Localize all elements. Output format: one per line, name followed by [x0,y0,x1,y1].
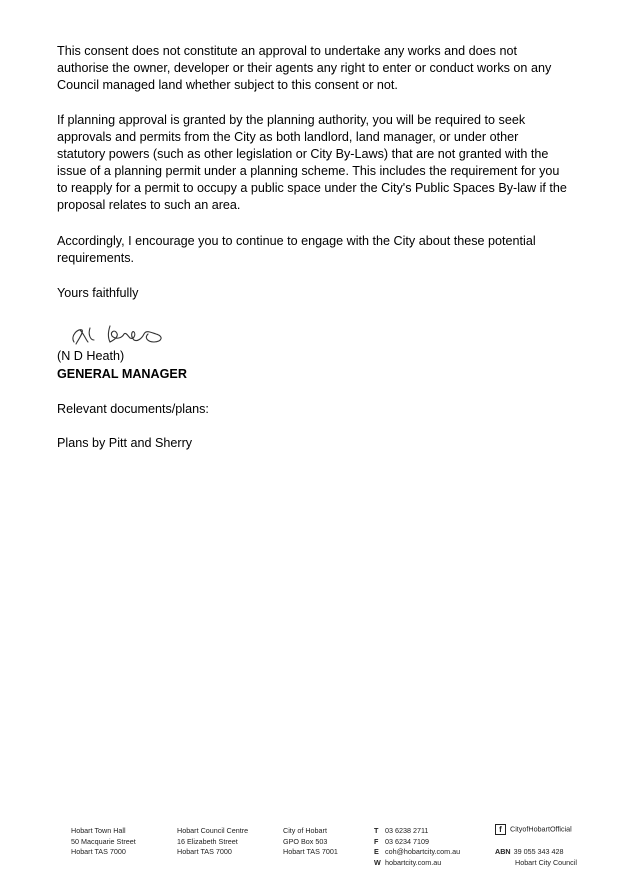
contact-email[interactable]: E coh@hobartcity.com.au [374,847,461,856]
paragraph-consent-disclaimer: This consent does not constitute an approval to undertake any works and does not authorise the owner, developer or their agents any right to enter or conduct works on any Council managed land whether subject to this consent or not. [57,44,552,92]
facebook-handle: CityofHobartOfficial [510,824,572,834]
footer-line: 16 Elizabeth Street [177,836,238,846]
facebook-icon: f [495,824,506,835]
footer-line: Hobart TAS 7000 [71,847,126,856]
footer-address-council-centre [177,826,248,858]
footer-line: Hobart Town Hall [71,826,126,835]
documents-label: Relevant documents/plans: [57,402,209,416]
closing-salutation: Yours faithfully [57,286,139,300]
signatory-title: GENERAL MANAGER [57,367,187,381]
footer-line: GPO Box 503 [283,836,328,846]
footer-address-town-hall [71,826,136,858]
abn-entity: Hobart City Council [515,857,577,867]
facebook-row[interactable] [495,824,577,835]
contact-fax: F 03 6234 7109 [374,836,429,846]
abn-label: ABN [495,847,511,856]
signatory-name: (N D Heath) [57,349,125,363]
footer-line: Hobart Council Centre [177,826,249,835]
footer-contacts [374,826,460,868]
abn-row [495,847,577,858]
contact-phone: T 03 6238 2711 [374,826,429,835]
contact-website[interactable]: W hobartcity.com.au [374,857,442,867]
footer-postal-address [283,826,338,858]
documents-item: Plans by Pitt and Sherry [57,436,193,450]
footer-line: Hobart TAS 7000 [177,847,232,856]
footer-line: 50 Macquarie Street [71,836,136,846]
footer-line: Hobart TAS 7001 [283,847,338,856]
paragraph-engagement: Accordingly, I encourage you to continue to engage with the City about these potential requirements. [57,234,536,265]
handwritten-signature [64,316,174,352]
abn-number: 39 055 343 428 [513,847,564,856]
footer-line: City of Hobart [283,826,327,835]
footer-social-abn [495,824,577,868]
paragraph-approvals-permits: If planning approval is granted by the planning authority, you will be required to seek approvals and permits from the City as both landlord, land manager, or under other statutory powers (such as other legislation or City By-Laws) that are not granted with the issue of a planning permit under a planning scheme. This includes the requirement for you to reapply for a permit to occupy a public space under the City's Public Spaces By-law if the proposal relates to such an area. [57,113,567,212]
